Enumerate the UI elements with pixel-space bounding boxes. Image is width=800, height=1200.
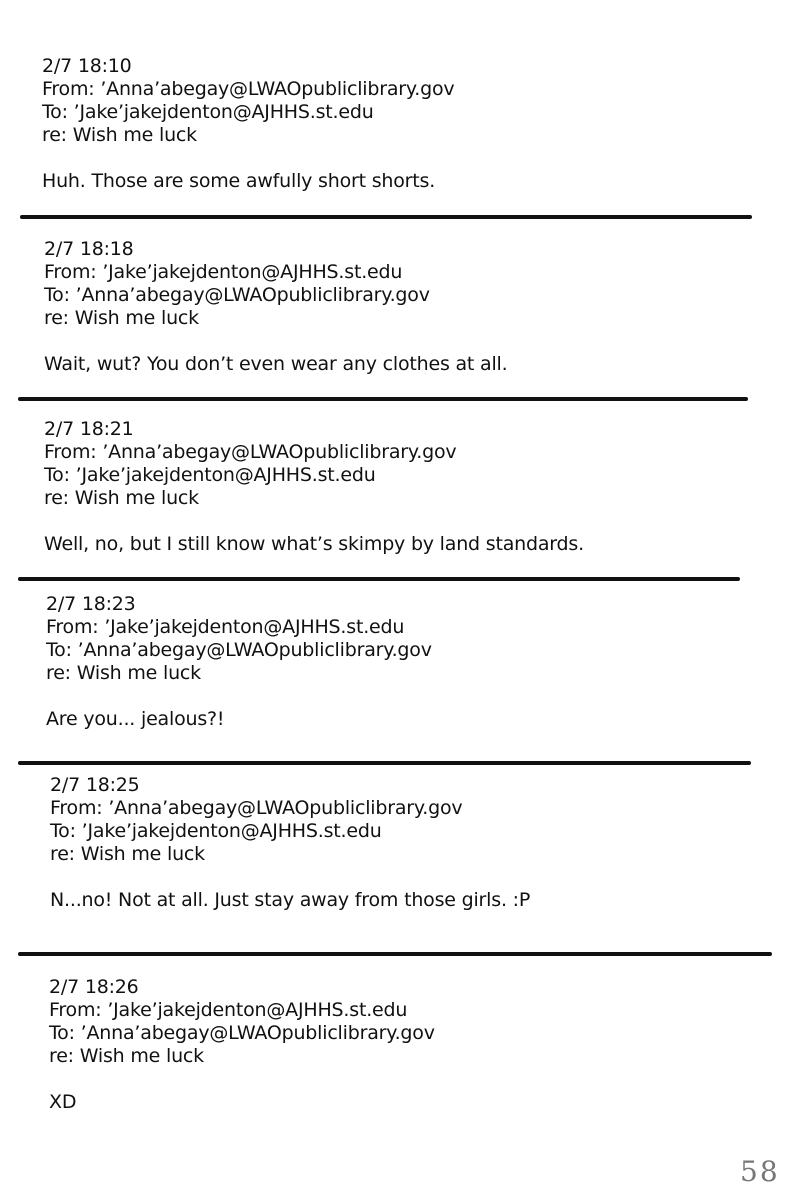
email-message	[44, 238, 507, 376]
divider	[18, 577, 740, 581]
message-from: From: ’Jake’jakejdenton@AJHHS.st.edu	[49, 999, 408, 1021]
message-to: To: ’Jake’jakejdenton@AJHHS.st.edu	[50, 820, 382, 842]
message-body: Huh. Those are some awfully short shorts.	[42, 170, 436, 192]
email-message	[42, 55, 454, 193]
divider	[18, 761, 751, 765]
message-timestamp: 2/7 18:21	[44, 418, 134, 440]
page-number: 58	[740, 1155, 780, 1188]
message-body: Are you... jealous?!	[46, 708, 225, 730]
message-subject: re: Wish me luck	[44, 487, 199, 509]
message-timestamp: 2/7 18:18	[44, 238, 134, 260]
divider	[20, 215, 752, 219]
message-timestamp: 2/7 18:23	[46, 593, 136, 615]
message-subject: re: Wish me luck	[46, 662, 201, 684]
message-body: Well, no, but I still know what’s skimpy by land standards.	[44, 533, 584, 555]
divider	[18, 397, 748, 401]
message-subject: re: Wish me luck	[42, 124, 197, 146]
email-message	[44, 418, 584, 556]
message-timestamp: 2/7 18:26	[49, 976, 139, 998]
message-to: To: ’Anna’abegay@LWAOpubliclibrary.gov	[49, 1022, 435, 1044]
message-from: From: ’Anna’abegay@LWAOpubliclibrary.gov	[44, 441, 457, 463]
message-from: From: ’Jake’jakejdenton@AJHHS.st.edu	[46, 616, 405, 638]
email-message	[50, 774, 530, 912]
message-body: XD	[49, 1091, 77, 1113]
message-body: Wait, wut? You don’t even wear any clothes at all.	[44, 353, 508, 375]
message-subject: re: Wish me luck	[50, 843, 205, 865]
message-to: To: ’Anna’abegay@LWAOpubliclibrary.gov	[46, 639, 432, 661]
email-message	[49, 976, 435, 1114]
message-to: To: ’Jake’jakejdenton@AJHHS.st.edu	[42, 101, 374, 123]
message-timestamp: 2/7 18:10	[42, 55, 132, 77]
divider	[18, 952, 772, 956]
message-subject: re: Wish me luck	[44, 307, 199, 329]
message-from: From: ’Anna’abegay@LWAOpubliclibrary.gov	[42, 78, 455, 100]
message-timestamp: 2/7 18:25	[50, 774, 140, 796]
message-from: From: ’Anna’abegay@LWAOpubliclibrary.gov	[50, 797, 463, 819]
message-to: To: ’Anna’abegay@LWAOpubliclibrary.gov	[44, 284, 430, 306]
message-from: From: ’Jake’jakejdenton@AJHHS.st.edu	[44, 261, 403, 283]
message-subject: re: Wish me luck	[49, 1045, 204, 1067]
message-to: To: ’Jake’jakejdenton@AJHHS.st.edu	[44, 464, 376, 486]
email-message	[46, 593, 432, 731]
message-body: N...no! Not at all. Just stay away from those girls. :P	[50, 889, 531, 911]
